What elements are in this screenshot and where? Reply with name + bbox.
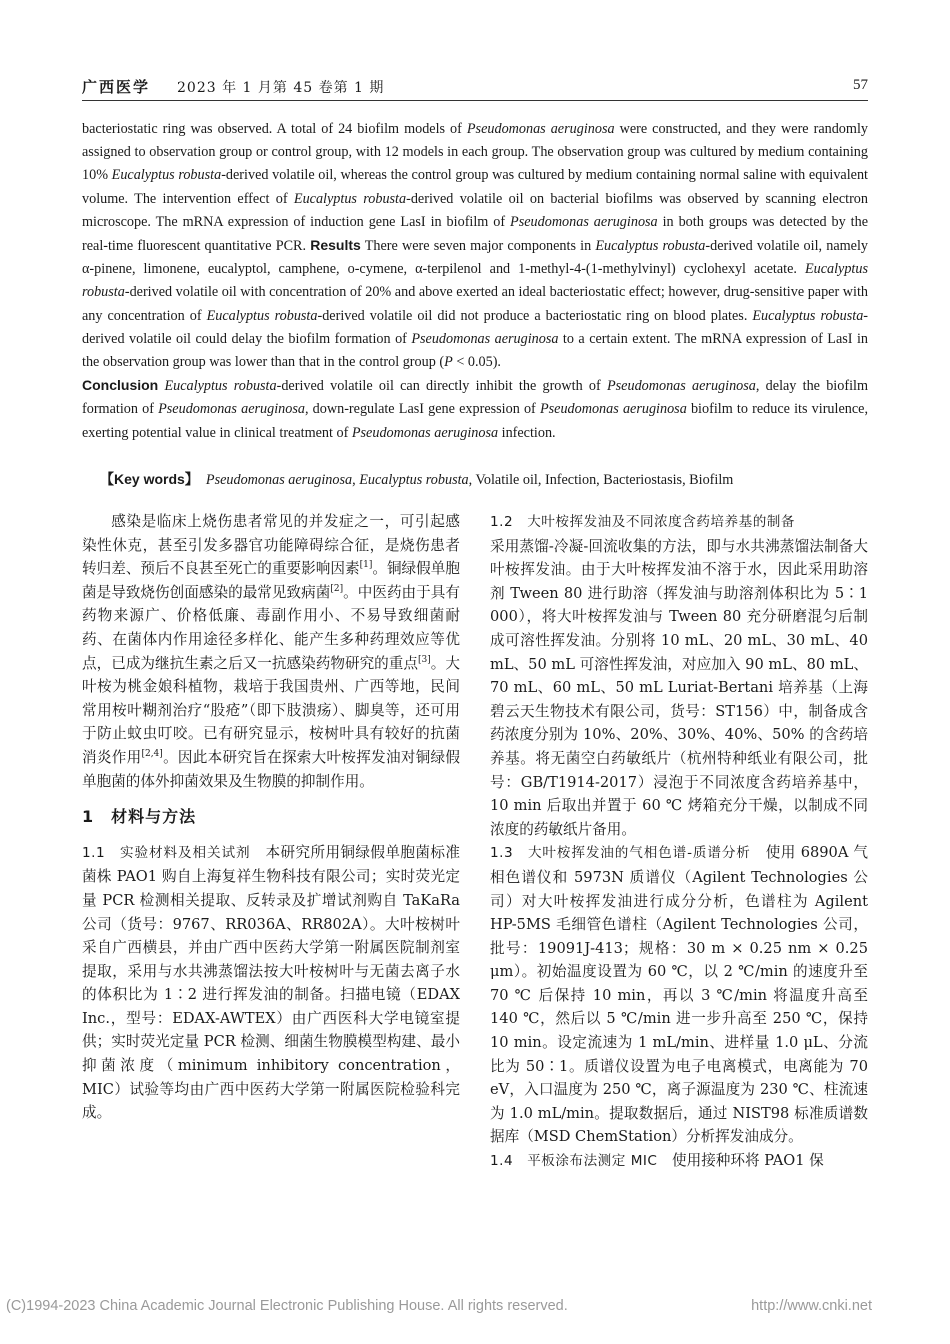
- copyright-notice: (C)1994-2023 China Academic Journal Electronic Publishing House. All rights reserved.: [6, 1298, 568, 1314]
- english-abstract: [82, 118, 868, 445]
- abstract-paragraph: bacteriostatic ring was observed. A total of 24 biofilm models of Pseudomonas aeruginosa were constructed, and they were randomly assigned to observation group or control group, with 12 models in each group. The observation group was cultured by medium containing 10% Eucalyptus robusta-derived volatile oil, whereas the control group was cultured by medium containing normal saline with equivalent volume. The intervention effect of Eucalyptus robusta-derived volatile oil on bacterial biofilms was observed by scanning electron microscope. The mRNA expression of induction gene LasI in biofilm of Pseudomonas aeruginosa in both groups was detected by the real-time fluorescent quantitative PCR. Results There were seven major components in Eucalyptus robusta-derived volatile oil, namely α-pinene, limonene, eucalyptol, camphene, o-cymene, α-terpilenol and 1-methyl-4-(1-methylvinyl) cyclohexyl acetate. Eucalyptus robusta-derived volatile oil with concentration of 20% and above exerted an ideal bacteriostatic effect; however, drug-sensitive paper with any concentration of Eucalyptus robusta-derived volatile oil did not produce a bacteriostatic ring on blood plates. Eucalyptus robusta-derived volatile oil could delay the biofilm formation of Pseudomonas aeruginosa to a certain extent. The mRNA expression of LasI in the observation group was lower than that in the control group (P < 0.05). Conclusion Eucalyptus robusta-derived volatile oil can directly inhibit the growth of Pseudomonas aeruginosa, delay the biofilm formation of Pseudomonas aeruginosa, down-regulate LasI gene expression of Pseudomonas aeruginosa biofilm to reduce its virulence, exerting potential value in clinical treatment of Pseudomonas aeruginosa infection.: [82, 121, 869, 441]
- left-column: [82, 510, 460, 1125]
- subsection-title: 1.4 平板涂布法测定 MIC: [490, 1153, 658, 1170]
- subsection-1-2: 采用蒸馏-冷凝-回流收集的方法，即与水共沸蒸馏法制备大叶桉挥发油。由于大叶桉挥发油不溶于水，因此采用助溶剂 Tween 80 进行助溶（挥发油与助溶剂体积比为 5∶1 000），将大叶桉挥发油与 Tween 80 充分研磨混匀后制成可溶性挥发油。分别将 10 mL、20 mL、30 mL、40 mL、50 mL 可溶性挥发油，对应加入 90 mL、80 mL、70 mL、60 mL、50 mL Luriat-Bertani 培养基（上海碧云天生物技术有限公司，货号：ST156）中，制备成含药浓度分别为 10%、20%、30%、40%、50% 的含药培养基。将无菌空白药敏纸片（杭州特种纸业有限公司，批号：GB/T1914-2017）浸泡于不同浓度含药培养基中，10 min 后取出并置于 60 ℃ 烤箱充分干燥，以制成不同浓度的药敏纸片备用。: [490, 537, 868, 838]
- keywords-label: 【Key words】: [100, 471, 199, 487]
- cnki-link[interactable]: http://www.cnki.net: [751, 1298, 872, 1314]
- issue-info: 2023 年 1 月第 45 卷第 1 期: [177, 80, 385, 96]
- subsection-1-1: 1.1 实验材料及相关试剂 本研究所用铜绿假单胞菌标准菌株 PAO1 购自上海复祥生物科技有限公司；实时荧光定量 PCR 检测相关提取、反转录及扩增试剂购自 TaKaRa 公司（货号：9767、RR036A、RR802A）。大叶桉树叶采自广西横县，并由广西中医药大学第一附属医院制剂室提取，采用与水共沸蒸馏法按大叶桉树叶与无菌去离子水的体积比为 1∶2 进行挥发油的制备。扫描电镜（EDAX Inc.，型号：EDAX-AWTEX）由广西医科大学电镜室提供；实时荧光定量 PCR 检测、细菌生物膜模型构建、最小抑菌浓度（minimum inhibitory concentration，MIC）试验等均由广西中医药大学第一附属医院检验科完成。: [82, 843, 460, 1122]
- right-column: [490, 510, 868, 1174]
- subsection-title: 1.3 大叶桉挥发油的气相色谱-质谱分析: [490, 845, 751, 862]
- results-label: Results: [310, 237, 361, 254]
- journal-name: 广西医学: [82, 78, 151, 96]
- subsection-1-2-title: 1.2 大叶桉挥发油及不同浓度含药培养基的制备: [490, 514, 795, 530]
- page-number: 57: [853, 77, 868, 93]
- subsection-1-4: 1.4 平板涂布法测定 MIC 使用接种环将 PAO1 保: [490, 1152, 824, 1170]
- keywords: 【Key words】 Pseudomonas aeruginosa, Eucalyptus robusta, Volatile oil, Infection, Bacteriostasis, Biofilm: [100, 471, 734, 488]
- intro-paragraph: 感染是临床上烧伤患者常见的并发症之一，可引起感染性休克，甚至引发多器官功能障碍综合征，是烧伤患者转归差、预后不良甚至死亡的重要影响因素[1]。铜绿假单胞菌是导致烧伤创面感染的最常见致病菌[2]。中医药由于具有药物来源广、价格低廉、毒副作用小、不易导致细菌耐药、在菌体内作用途径多样化、能产生多种药理效应等优点，已成为继抗生素之后又一抗感染药物研究的重点[3]。大叶桉为桃金娘科植物，栽培于我国贵州、广西等地，民间常用桉叶糊剂治疗“股疮”（即下肢溃疡）、脚臭等，还可用于防止蚊虫叮咬。已有研究显示，桉树叶具有较好的抗菌消炎作用[2,4]。因此本研究旨在探索大叶桉挥发油对铜绿假单胞菌的体外抑菌效果及生物膜的抑制作用。: [82, 513, 460, 790]
- subsection-1-3: 1.3 大叶桉挥发油的气相色谱-质谱分析 使用 6890A 气相色谱仪和 5973N 质谱仪（Agilent Technologies 公司）对大叶桉挥发油进行成分分析，色谱柱为 Agilent HP-5MS 毛细管色谱柱（Agilent Technologies 公司，批号：19091J-413；规格：30 m × 0.25 nm × 0.25 μm）。初始温度设置为 60 ℃，以 2 ℃/min 的速度升至 70 ℃ 后保持 10 min，再以 3 ℃/min 将温度升高至 140 ℃，然后以 5 ℃/min 进一步升高至 250 ℃，保持 10 min。设定流速为 1 mL/min、进样量 1.0 μL、分流比为 50∶1。质谱仪设置为电子电离模式，电离能为 70 eV，入口温度为 250 ℃，离子源温度为 230 ℃、柱流速为 1.0 mL/min。提取数据后，通过 NIST98 标准质谱数据库（MSD ChemStation）分析挥发油成分。: [490, 844, 868, 1146]
- running-header: [82, 74, 868, 101]
- conclusion-label: Conclusion: [82, 377, 159, 394]
- subsection-title: 1.1 实验材料及相关试剂: [82, 844, 251, 861]
- section-heading: 1 材料与方法: [82, 807, 197, 827]
